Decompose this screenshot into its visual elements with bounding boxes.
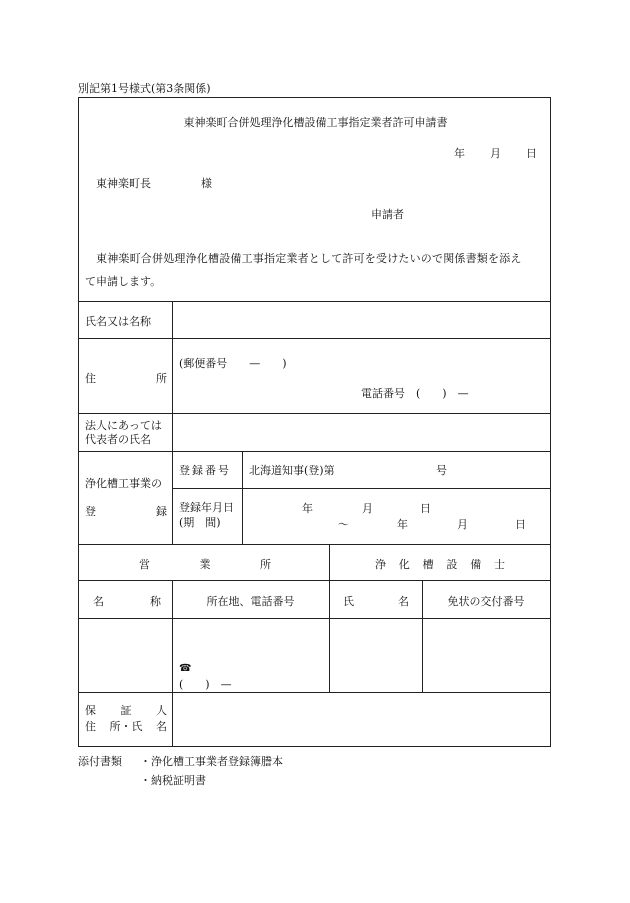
date-day: 日 — [526, 147, 537, 160]
application-form — [78, 97, 551, 747]
representative-field[interactable] — [173, 414, 549, 450]
registration-number-label: 登録番号 — [179, 464, 231, 477]
reg-period-month: 月 — [457, 518, 468, 531]
date-year: 年 — [454, 147, 465, 160]
reg-period-year: 年 — [397, 518, 408, 531]
name-label: 氏名又は名称 — [85, 315, 151, 328]
office-phone-placeholder: ( ) — — [179, 678, 232, 691]
reg-period-tilde: ～ — [338, 518, 349, 531]
technician-section-header: 浄 化 槽 設 備 士 — [375, 558, 505, 571]
body-text-line1: 東神楽町合併処理浄化槽設備工事指定業者として許可を受けたいので関係書類を添え — [96, 252, 522, 265]
reg-date-month: 月 — [362, 502, 373, 515]
attachment-item: ・浄化槽工事業者登録簿謄本 — [140, 755, 283, 768]
office-name-cell[interactable] — [80, 619, 171, 691]
office-section-header: 営 業 所 — [139, 558, 271, 571]
postal-code-field[interactable]: (郵便番号 — ) — [179, 357, 287, 370]
address-label: 住 所 — [85, 372, 167, 385]
guarantor-label-line1: 保 証 人 — [85, 704, 167, 717]
attachment-item: ・納税証明書 — [140, 774, 206, 787]
guarantor-field[interactable] — [173, 693, 549, 745]
registration-number-prefix: 北海道知事(登)第 — [249, 464, 335, 477]
reg-date-day: 日 — [420, 502, 431, 515]
reg-period-day: 日 — [515, 518, 526, 531]
form-title: 東神楽町合併処理浄化槽設備工事指定業者許可申請書 — [183, 116, 448, 129]
reg-date-year: 年 — [302, 502, 313, 515]
business-registration-label-line2: 登 録 — [85, 505, 167, 518]
attachments-label: 添付書類 — [78, 755, 122, 768]
license-number-cell[interactable] — [423, 619, 549, 691]
license-number-column-header: 免状の交付番号 — [447, 595, 525, 608]
applicant-label: 申請者 — [371, 208, 404, 221]
guarantor-label-line2: 住 所・氏 名 — [85, 720, 167, 733]
form-number-note: 別記第1号様式(第3条関係) — [78, 82, 211, 95]
name-field[interactable] — [173, 302, 549, 337]
date-month: 月 — [490, 147, 501, 160]
business-registration-label-line1: 浄化槽工事業の — [85, 477, 162, 490]
technician-name-cell[interactable] — [330, 619, 421, 691]
registration-number-suffix: 号 — [436, 464, 447, 477]
representative-label: 法人にあっては 代表者の氏名 — [85, 419, 162, 446]
technician-name-column-header: 氏 名 — [343, 595, 409, 608]
body-text-line2: て申請します。 — [85, 275, 162, 288]
telephone-icon: ☎ — [179, 663, 192, 674]
phone-number-field[interactable]: 電話番号 ( ) — — [361, 387, 469, 400]
registration-date-label: 登録年月日 (期 間) — [179, 501, 234, 529]
addressee-name: 東神楽町長 — [96, 177, 151, 190]
office-location-column-header: 所在地、電話番号 — [206, 595, 295, 608]
office-name-column-header: 名 称 — [93, 595, 161, 608]
addressee-honorific: 様 — [201, 177, 212, 190]
